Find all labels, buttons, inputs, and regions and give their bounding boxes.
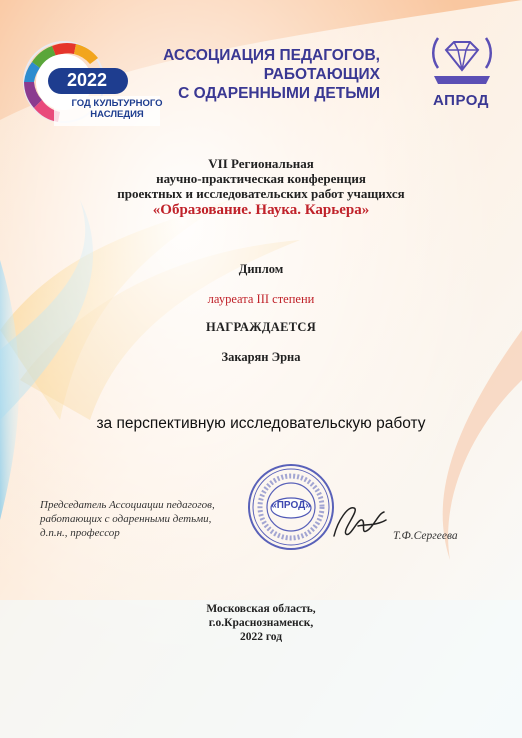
organization-name <box>150 46 380 103</box>
diploma-degree: лауреата III степени <box>207 292 315 306</box>
handwritten-signature <box>328 500 390 544</box>
conference-line-3: проектных и исследовательских работ учащихся <box>117 186 405 201</box>
org-line-1: АССОЦИАЦИЯ ПЕДАГОГОВ, <box>163 47 380 64</box>
place-line-1: Московская область, <box>206 603 316 615</box>
awarded-heading: НАГРАЖДАЕТСЯ <box>205 320 317 334</box>
org-abbreviation: АПРОД <box>433 92 489 109</box>
chairman-title <box>40 498 250 540</box>
conference-line-1: VII Региональная <box>208 156 314 171</box>
place-and-year <box>0 602 522 644</box>
stamp-center-text: «ПРОД» <box>271 500 311 511</box>
logo-caption-line-2: НАСЛЕДИЯ <box>90 109 144 120</box>
chair-line-1: Председатель Ассоциации педагогов, <box>40 499 215 511</box>
org-line-2: РАБОТАЮЩИХ <box>263 66 380 83</box>
award-reason: за перспективную исследовательскую работу <box>96 415 426 432</box>
signer-name: Т.Ф.Сергеева <box>393 530 458 542</box>
conference-line-2: научно-практическая конференция <box>156 171 366 186</box>
conference-name: «Образование. Наука. Карьера» <box>152 202 370 218</box>
conference-title <box>0 156 522 220</box>
chair-line-2: работающих с одаренными детьми, <box>40 513 212 525</box>
recipient-name: Закарян Эрна <box>221 350 301 364</box>
org-line-3: С ОДАРЕННЫМИ ДЕТЬМИ <box>178 85 380 102</box>
place-line-2: г.о.Краснознаменск, <box>208 617 314 629</box>
diamond-icon <box>428 30 496 92</box>
place-line-3: 2022 год <box>239 631 283 643</box>
chair-line-3: д.п.н., профессор <box>40 527 120 539</box>
logo-year: 2022 <box>66 70 108 90</box>
logo-caption-line-1: ГОД КУЛЬТУРНОГО <box>71 98 163 109</box>
diploma-title: Диплом <box>238 262 284 276</box>
